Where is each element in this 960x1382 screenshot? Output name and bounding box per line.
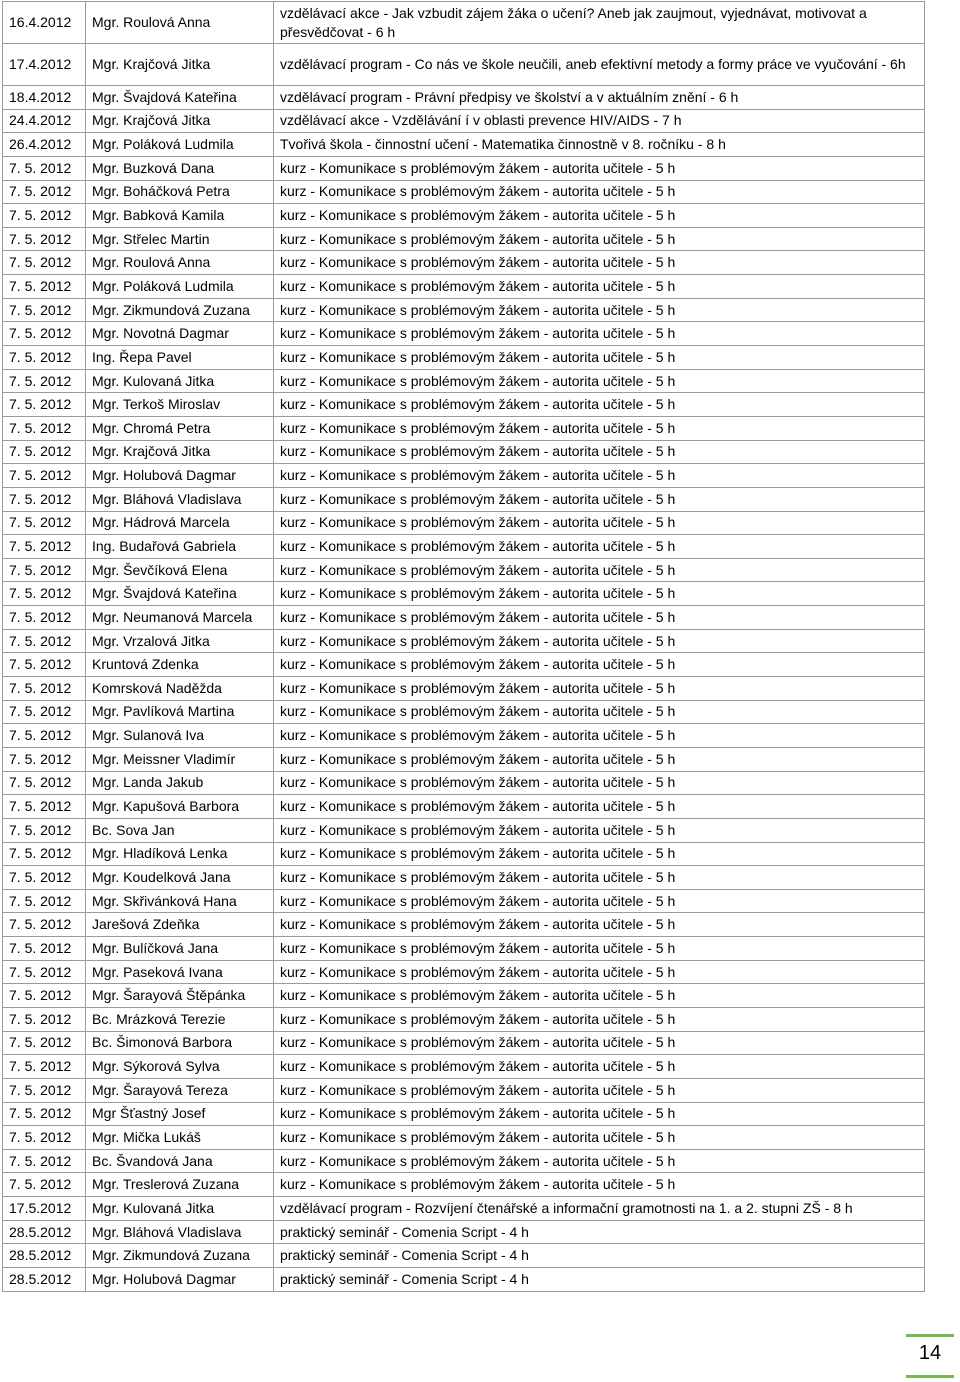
name-cell: Mgr. Landa Jakub [86, 771, 274, 795]
event-cell: kurz - Komunikace s problémovým žákem - autorita učitele - 5 h [274, 535, 925, 559]
event-cell: praktický seminář - Comenia Script - 4 h [274, 1268, 925, 1292]
event-cell: kurz - Komunikace s problémovým žákem - autorita učitele - 5 h [274, 180, 925, 204]
event-cell: kurz - Komunikace s problémovým žákem - autorita učitele - 5 h [274, 1126, 925, 1150]
table-row [3, 629, 925, 653]
table-row [3, 582, 925, 606]
name-cell: Mgr. Střelec Martin [86, 227, 274, 251]
name-cell: Bc. Sova Jan [86, 818, 274, 842]
name-cell: Mgr. Koudelková Jana [86, 866, 274, 890]
date-cell: 7. 5. 2012 [3, 322, 86, 346]
table-row [3, 204, 925, 228]
page-number-box [906, 1334, 954, 1378]
name-cell: Mgr. Ševčíková Elena [86, 558, 274, 582]
table-row [3, 156, 925, 180]
name-cell: Mgr. Hádrová Marcela [86, 511, 274, 535]
event-cell: vzdělávací akce - Vzdělávání í v oblasti prevence HIV/AIDS - 7 h [274, 109, 925, 133]
name-cell: Mgr. Neumanová Marcela [86, 606, 274, 630]
event-cell: kurz - Komunikace s problémovým žákem - autorita učitele - 5 h [274, 913, 925, 937]
table-row [3, 298, 925, 322]
page-number-top-rule [906, 1334, 954, 1337]
date-cell: 7. 5. 2012 [3, 984, 86, 1008]
table-row [3, 464, 925, 488]
date-cell: 7. 5. 2012 [3, 535, 86, 559]
event-cell: kurz - Komunikace s problémovým žákem - autorita učitele - 5 h [274, 440, 925, 464]
event-cell: kurz - Komunikace s problémovým žákem - autorita učitele - 5 h [274, 842, 925, 866]
date-cell: 7. 5. 2012 [3, 369, 86, 393]
training-records-body [3, 2, 925, 1292]
event-cell: kurz - Komunikace s problémovým žákem - autorita učitele - 5 h [274, 677, 925, 701]
table-row [3, 558, 925, 582]
table-row [3, 1197, 925, 1221]
event-cell: kurz - Komunikace s problémovým žákem - autorita učitele - 5 h [274, 960, 925, 984]
name-cell: Mgr. Meissner Vladimír [86, 747, 274, 771]
event-cell: kurz - Komunikace s problémovým žákem - autorita učitele - 5 h [274, 866, 925, 890]
table-row [3, 1149, 925, 1173]
name-cell: Mgr. Roulová Anna [86, 2, 274, 44]
name-cell: Mgr. Kulovaná Jitka [86, 369, 274, 393]
table-row [3, 369, 925, 393]
date-cell: 7. 5. 2012 [3, 1055, 86, 1079]
table-row [3, 227, 925, 251]
event-cell: kurz - Komunikace s problémovým žákem - autorita učitele - 5 h [274, 700, 925, 724]
event-cell: kurz - Komunikace s problémovým žákem - autorita učitele - 5 h [274, 275, 925, 299]
name-cell: Mgr. Krajčová Jitka [86, 109, 274, 133]
event-cell: Tvořivá škola - činnostní učení - Matematika činnostně v 8. ročníku - 8 h [274, 133, 925, 157]
date-cell: 7. 5. 2012 [3, 771, 86, 795]
event-cell: kurz - Komunikace s problémovým žákem - autorita učitele - 5 h [274, 416, 925, 440]
name-cell: Mgr. Bláhová Vladislava [86, 487, 274, 511]
table-row [3, 866, 925, 890]
event-cell: kurz - Komunikace s problémovým žákem - autorita učitele - 5 h [274, 1055, 925, 1079]
name-cell: Mgr. Treslerová Zuzana [86, 1173, 274, 1197]
table-row [3, 1078, 925, 1102]
table-row [3, 795, 925, 819]
date-cell: 7. 5. 2012 [3, 889, 86, 913]
date-cell: 7. 5. 2012 [3, 393, 86, 417]
date-cell: 28.5.2012 [3, 1268, 86, 1292]
event-cell: kurz - Komunikace s problémovým žákem - autorita učitele - 5 h [274, 1078, 925, 1102]
table-row [3, 889, 925, 913]
name-cell: Mgr. Sýkorová Sylva [86, 1055, 274, 1079]
date-cell: 7. 5. 2012 [3, 251, 86, 275]
table-row [3, 1055, 925, 1079]
table-row [3, 984, 925, 1008]
name-cell: Mgr. Boháčková Petra [86, 180, 274, 204]
date-cell: 7. 5. 2012 [3, 1149, 86, 1173]
date-cell: 7. 5. 2012 [3, 913, 86, 937]
date-cell: 7. 5. 2012 [3, 1126, 86, 1150]
date-cell: 7. 5. 2012 [3, 1102, 86, 1126]
name-cell: Mgr. Roulová Anna [86, 251, 274, 275]
event-cell: kurz - Komunikace s problémovým žákem - autorita učitele - 5 h [274, 724, 925, 748]
name-cell: Mgr. Zikmundová Zuzana [86, 298, 274, 322]
table-row [3, 346, 925, 370]
name-cell: Ing. Budařová Gabriela [86, 535, 274, 559]
table-row [3, 535, 925, 559]
event-cell: kurz - Komunikace s problémovým žákem - autorita učitele - 5 h [274, 487, 925, 511]
table-row [3, 1126, 925, 1150]
event-cell: kurz - Komunikace s problémovým žákem - autorita učitele - 5 h [274, 653, 925, 677]
name-cell: Mgr. Bulíčková Jana [86, 937, 274, 961]
date-cell: 7. 5. 2012 [3, 629, 86, 653]
date-cell: 28.5.2012 [3, 1244, 86, 1268]
date-cell: 7. 5. 2012 [3, 180, 86, 204]
event-cell: praktický seminář - Comenia Script - 4 h [274, 1220, 925, 1244]
event-cell: kurz - Komunikace s problémovým žákem - autorita učitele - 5 h [274, 889, 925, 913]
date-cell: 7. 5. 2012 [3, 511, 86, 535]
page-number: 14 [918, 1342, 942, 1364]
event-cell: kurz - Komunikace s problémovým žákem - autorita učitele - 5 h [274, 629, 925, 653]
event-cell: praktický seminář - Comenia Script - 4 h [274, 1244, 925, 1268]
table-row [3, 511, 925, 535]
date-cell: 7. 5. 2012 [3, 558, 86, 582]
name-cell: Mgr. Šarayová Štěpánka [86, 984, 274, 1008]
date-cell: 7. 5. 2012 [3, 842, 86, 866]
table-row [3, 842, 925, 866]
name-cell: Mgr. Kapušová Barbora [86, 795, 274, 819]
date-cell: 7. 5. 2012 [3, 866, 86, 890]
date-cell: 7. 5. 2012 [3, 582, 86, 606]
event-cell: kurz - Komunikace s problémovým žákem - autorita učitele - 5 h [274, 984, 925, 1008]
event-cell: kurz - Komunikace s problémovým žákem - autorita učitele - 5 h [274, 464, 925, 488]
table-row [3, 133, 925, 157]
date-cell: 18.4.2012 [3, 86, 86, 110]
name-cell: Mgr. Poláková Ludmila [86, 133, 274, 157]
event-cell: kurz - Komunikace s problémovým žákem - autorita učitele - 5 h [274, 1007, 925, 1031]
date-cell: 7. 5. 2012 [3, 1173, 86, 1197]
name-cell: Ing. Řepa Pavel [86, 346, 274, 370]
event-cell: kurz - Komunikace s problémovým žákem - autorita učitele - 5 h [274, 322, 925, 346]
table-row [3, 724, 925, 748]
name-cell: Mgr. Chromá Petra [86, 416, 274, 440]
event-cell: kurz - Komunikace s problémovým žákem - autorita učitele - 5 h [274, 1149, 925, 1173]
table-row [3, 1031, 925, 1055]
event-cell: kurz - Komunikace s problémovým žákem - autorita učitele - 5 h [274, 393, 925, 417]
table-row [3, 913, 925, 937]
table-row [3, 440, 925, 464]
date-cell: 7. 5. 2012 [3, 653, 86, 677]
name-cell: Mgr. Buzková Dana [86, 156, 274, 180]
name-cell: Mgr. Krajčová Jitka [86, 44, 274, 86]
event-cell: kurz - Komunikace s problémovým žákem - autorita učitele - 5 h [274, 747, 925, 771]
name-cell: Komrsková Naděžda [86, 677, 274, 701]
name-cell: Mgr Šťastný Josef [86, 1102, 274, 1126]
date-cell: 7. 5. 2012 [3, 937, 86, 961]
date-cell: 7. 5. 2012 [3, 440, 86, 464]
event-cell: vzdělávací akce - Jak vzbudit zájem žáka o učení? Aneb jak zaujmout, vyjednávat, motivovat a přesvědčovat - 6 h [274, 2, 925, 44]
name-cell: Mgr. Šarayová Tereza [86, 1078, 274, 1102]
name-cell: Mgr. Poláková Ludmila [86, 275, 274, 299]
event-cell: vzdělávací program - Rozvíjení čtenářské a informační gramotnosti na 1. a 2. stupni ZŠ - 8 h [274, 1197, 925, 1221]
table-row [3, 1220, 925, 1244]
event-cell: kurz - Komunikace s problémovým žákem - autorita učitele - 5 h [274, 369, 925, 393]
name-cell: Mgr. Zikmundová Zuzana [86, 1244, 274, 1268]
name-cell: Mgr. Babková Kamila [86, 204, 274, 228]
table-row [3, 86, 925, 110]
event-cell: vzdělávací program - Co nás ve škole neučili, aneb efektivní metody a formy práce ve vyučování - 6h [274, 44, 925, 86]
date-cell: 7. 5. 2012 [3, 747, 86, 771]
table-row [3, 960, 925, 984]
name-cell: Mgr. Holubová Dagmar [86, 464, 274, 488]
table-row [3, 322, 925, 346]
event-cell: kurz - Komunikace s problémovým žákem - autorita učitele - 5 h [274, 298, 925, 322]
date-cell: 7. 5. 2012 [3, 204, 86, 228]
date-cell: 7. 5. 2012 [3, 677, 86, 701]
date-cell: 16.4.2012 [3, 2, 86, 44]
event-cell: kurz - Komunikace s problémovým žákem - autorita učitele - 5 h [274, 1031, 925, 1055]
name-cell: Jarešová Zdeňka [86, 913, 274, 937]
name-cell: Mgr. Mička Lukáš [86, 1126, 274, 1150]
date-cell: 7. 5. 2012 [3, 1007, 86, 1031]
table-row [3, 180, 925, 204]
date-cell: 7. 5. 2012 [3, 700, 86, 724]
name-cell: Mgr. Holubová Dagmar [86, 1268, 274, 1292]
table-row [3, 1007, 925, 1031]
event-cell: kurz - Komunikace s problémovým žákem - autorita učitele - 5 h [274, 606, 925, 630]
date-cell: 7. 5. 2012 [3, 346, 86, 370]
table-row [3, 653, 925, 677]
table-row [3, 393, 925, 417]
date-cell: 7. 5. 2012 [3, 416, 86, 440]
table-row [3, 1244, 925, 1268]
table-row [3, 1268, 925, 1292]
table-row [3, 677, 925, 701]
table-row [3, 416, 925, 440]
table-row [3, 44, 925, 86]
event-cell: kurz - Komunikace s problémovým žákem - autorita učitele - 5 h [274, 818, 925, 842]
name-cell: Mgr. Kulovaná Jitka [86, 1197, 274, 1221]
table-row [3, 747, 925, 771]
event-cell: kurz - Komunikace s problémovým žákem - autorita učitele - 5 h [274, 771, 925, 795]
table-row [3, 251, 925, 275]
event-cell: kurz - Komunikace s problémovým žákem - autorita učitele - 5 h [274, 1102, 925, 1126]
event-cell: kurz - Komunikace s problémovým žákem - autorita učitele - 5 h [274, 251, 925, 275]
date-cell: 7. 5. 2012 [3, 606, 86, 630]
event-cell: kurz - Komunikace s problémovým žákem - autorita učitele - 5 h [274, 1173, 925, 1197]
event-cell: kurz - Komunikace s problémovým žákem - autorita učitele - 5 h [274, 346, 925, 370]
date-cell: 24.4.2012 [3, 109, 86, 133]
table-row [3, 771, 925, 795]
event-cell: kurz - Komunikace s problémovým žákem - autorita učitele - 5 h [274, 227, 925, 251]
date-cell: 7. 5. 2012 [3, 795, 86, 819]
date-cell: 17.5.2012 [3, 1197, 86, 1221]
name-cell: Bc. Šimonová Barbora [86, 1031, 274, 1055]
name-cell: Mgr. Bláhová Vladislava [86, 1220, 274, 1244]
table-row [3, 700, 925, 724]
table-row [3, 487, 925, 511]
name-cell: Mgr. Pavlíková Martina [86, 700, 274, 724]
event-cell: kurz - Komunikace s problémovým žákem - autorita učitele - 5 h [274, 937, 925, 961]
date-cell: 7. 5. 2012 [3, 1078, 86, 1102]
name-cell: Mgr. Hladíková Lenka [86, 842, 274, 866]
date-cell: 17.4.2012 [3, 44, 86, 86]
date-cell: 7. 5. 2012 [3, 464, 86, 488]
date-cell: 7. 5. 2012 [3, 275, 86, 299]
date-cell: 7. 5. 2012 [3, 724, 86, 748]
event-cell: vzdělávací program - Právní předpisy ve školství a v aktuálním znění - 6 h [274, 86, 925, 110]
training-records-table [2, 1, 925, 1292]
date-cell: 28.5.2012 [3, 1220, 86, 1244]
name-cell: Mgr. Sulanová Iva [86, 724, 274, 748]
table-row [3, 606, 925, 630]
table-row [3, 1102, 925, 1126]
event-cell: kurz - Komunikace s problémovým žákem - autorita učitele - 5 h [274, 795, 925, 819]
name-cell: Mgr. Terkoš Miroslav [86, 393, 274, 417]
name-cell: Mgr. Vrzalová Jitka [86, 629, 274, 653]
event-cell: kurz - Komunikace s problémovým žákem - autorita učitele - 5 h [274, 156, 925, 180]
name-cell: Mgr. Krajčová Jitka [86, 440, 274, 464]
date-cell: 7. 5. 2012 [3, 298, 86, 322]
name-cell: Mgr. Novotná Dagmar [86, 322, 274, 346]
table-row [3, 275, 925, 299]
table-row [3, 1173, 925, 1197]
name-cell: Kruntová Zdenka [86, 653, 274, 677]
event-cell: kurz - Komunikace s problémovým žákem - autorita učitele - 5 h [274, 582, 925, 606]
name-cell: Mgr. Švajdová Kateřina [86, 582, 274, 606]
date-cell: 7. 5. 2012 [3, 227, 86, 251]
date-cell: 7. 5. 2012 [3, 156, 86, 180]
table-row [3, 937, 925, 961]
date-cell: 7. 5. 2012 [3, 960, 86, 984]
name-cell: Mgr. Švajdová Kateřina [86, 86, 274, 110]
date-cell: 7. 5. 2012 [3, 487, 86, 511]
event-cell: kurz - Komunikace s problémovým žákem - autorita učitele - 5 h [274, 511, 925, 535]
table-row [3, 818, 925, 842]
date-cell: 7. 5. 2012 [3, 1031, 86, 1055]
name-cell: Mgr. Paseková Ivana [86, 960, 274, 984]
name-cell: Bc. Mrázková Terezie [86, 1007, 274, 1031]
name-cell: Mgr. Skřivánková Hana [86, 889, 274, 913]
page-number-bottom-rule [906, 1375, 954, 1378]
table-row [3, 2, 925, 44]
date-cell: 7. 5. 2012 [3, 818, 86, 842]
table-row [3, 109, 925, 133]
date-cell: 26.4.2012 [3, 133, 86, 157]
name-cell: Bc. Švandová Jana [86, 1149, 274, 1173]
event-cell: kurz - Komunikace s problémovým žákem - autorita učitele - 5 h [274, 204, 925, 228]
event-cell: kurz - Komunikace s problémovým žákem - autorita učitele - 5 h [274, 558, 925, 582]
